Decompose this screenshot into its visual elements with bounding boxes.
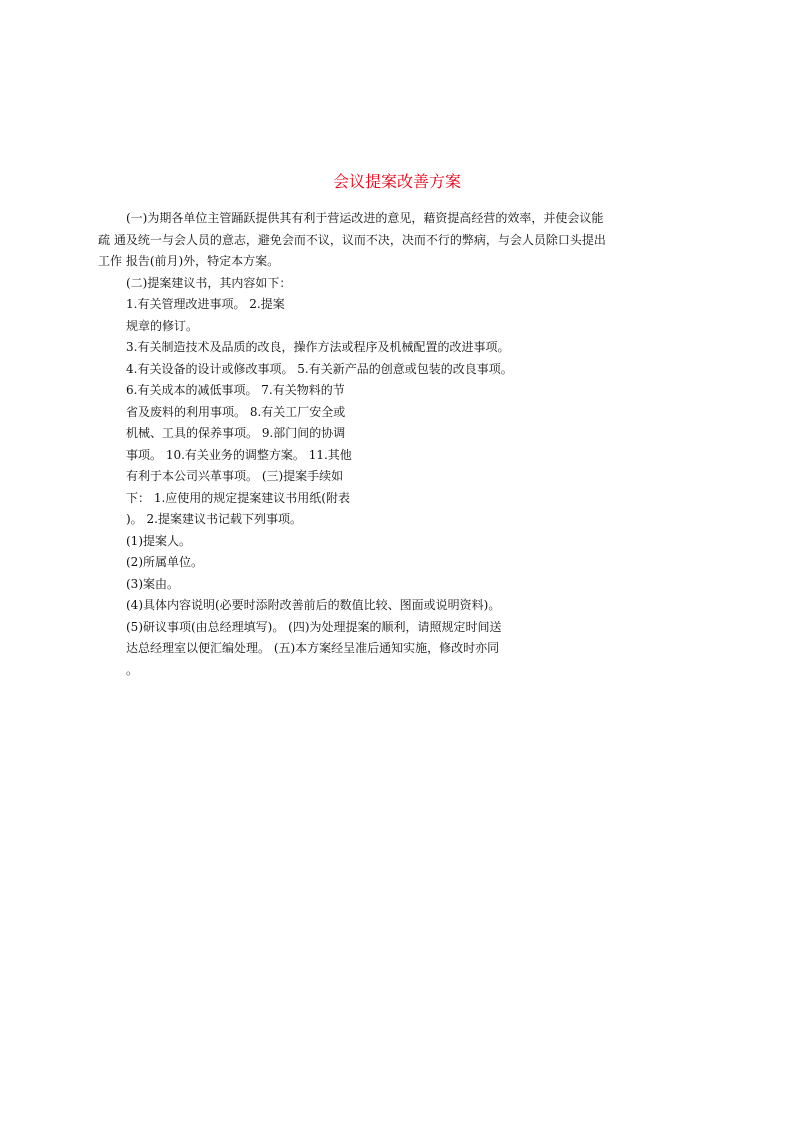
paragraph-line: (二)提案建议书，其内容如下：: [126, 275, 292, 290]
list-item: (4)具体内容说明(必要时添附改善前后的数值比较、图面或说明资料)。: [126, 598, 501, 612]
list-item: (1)提案人。: [126, 533, 191, 548]
list-item: 有利于本公司兴革事项。 (三)提案手续如: [126, 469, 344, 483]
list-item: (3)案由。: [126, 576, 179, 591]
list-item: 事项。 10.有关业务的调整方案。 11.其他: [126, 447, 352, 462]
list-item: 下： 1.应使用的规定提案建议书用纸(附表: [126, 490, 350, 505]
list-item: 3.有关制造技术及品质的改良，操作方法或程序及机械配置的改进事项。: [126, 340, 510, 354]
list-item: 省及废料的利用事项。 8.有关工厂安全或: [126, 404, 346, 419]
list-item: (2)所属单位。: [126, 555, 203, 569]
paragraph-line: (一)为期各单位主管踊跃提供其有利于营运改进的意见，藉资提高经营的效率，并使会议能: [126, 211, 604, 225]
list-item: 规章的修订。: [126, 318, 199, 333]
list-item: 4.有关设备的设计或修改事项。 5.有关新产品的创意或包装的改良事项。: [126, 361, 513, 376]
list-item: 6.有关成本的减低事项。 7.有关物料的节: [126, 383, 345, 397]
paragraph-line: 工作 报告(前月)外，特定本方案。: [98, 254, 280, 268]
list-item: 1.有关管理改进事项。 2.提案: [126, 297, 285, 311]
document-title: 会议提案改善方案: [332, 172, 461, 191]
list-item: 。: [126, 662, 139, 677]
paragraph-line: 疏 通及统一与会人员的意志，避免会而不议，议而不决，决而不行的弊病，与会人员除口头提出: [98, 232, 606, 247]
document-body: [98, 208, 698, 681]
list-item: (5)研议事项(由总经理填写)。 (四)为处理提案的顺利，请照规定时间送: [126, 619, 502, 634]
list-item: 达总经理室以便汇编处理。 (五)本方案经呈准后通知实施，修改时亦同: [126, 641, 500, 655]
list-item: )。 2.提案建议书记载下列事项。: [126, 512, 302, 526]
list-item: 机械、工具的保养事项。 9.部门间的协调: [126, 426, 346, 440]
